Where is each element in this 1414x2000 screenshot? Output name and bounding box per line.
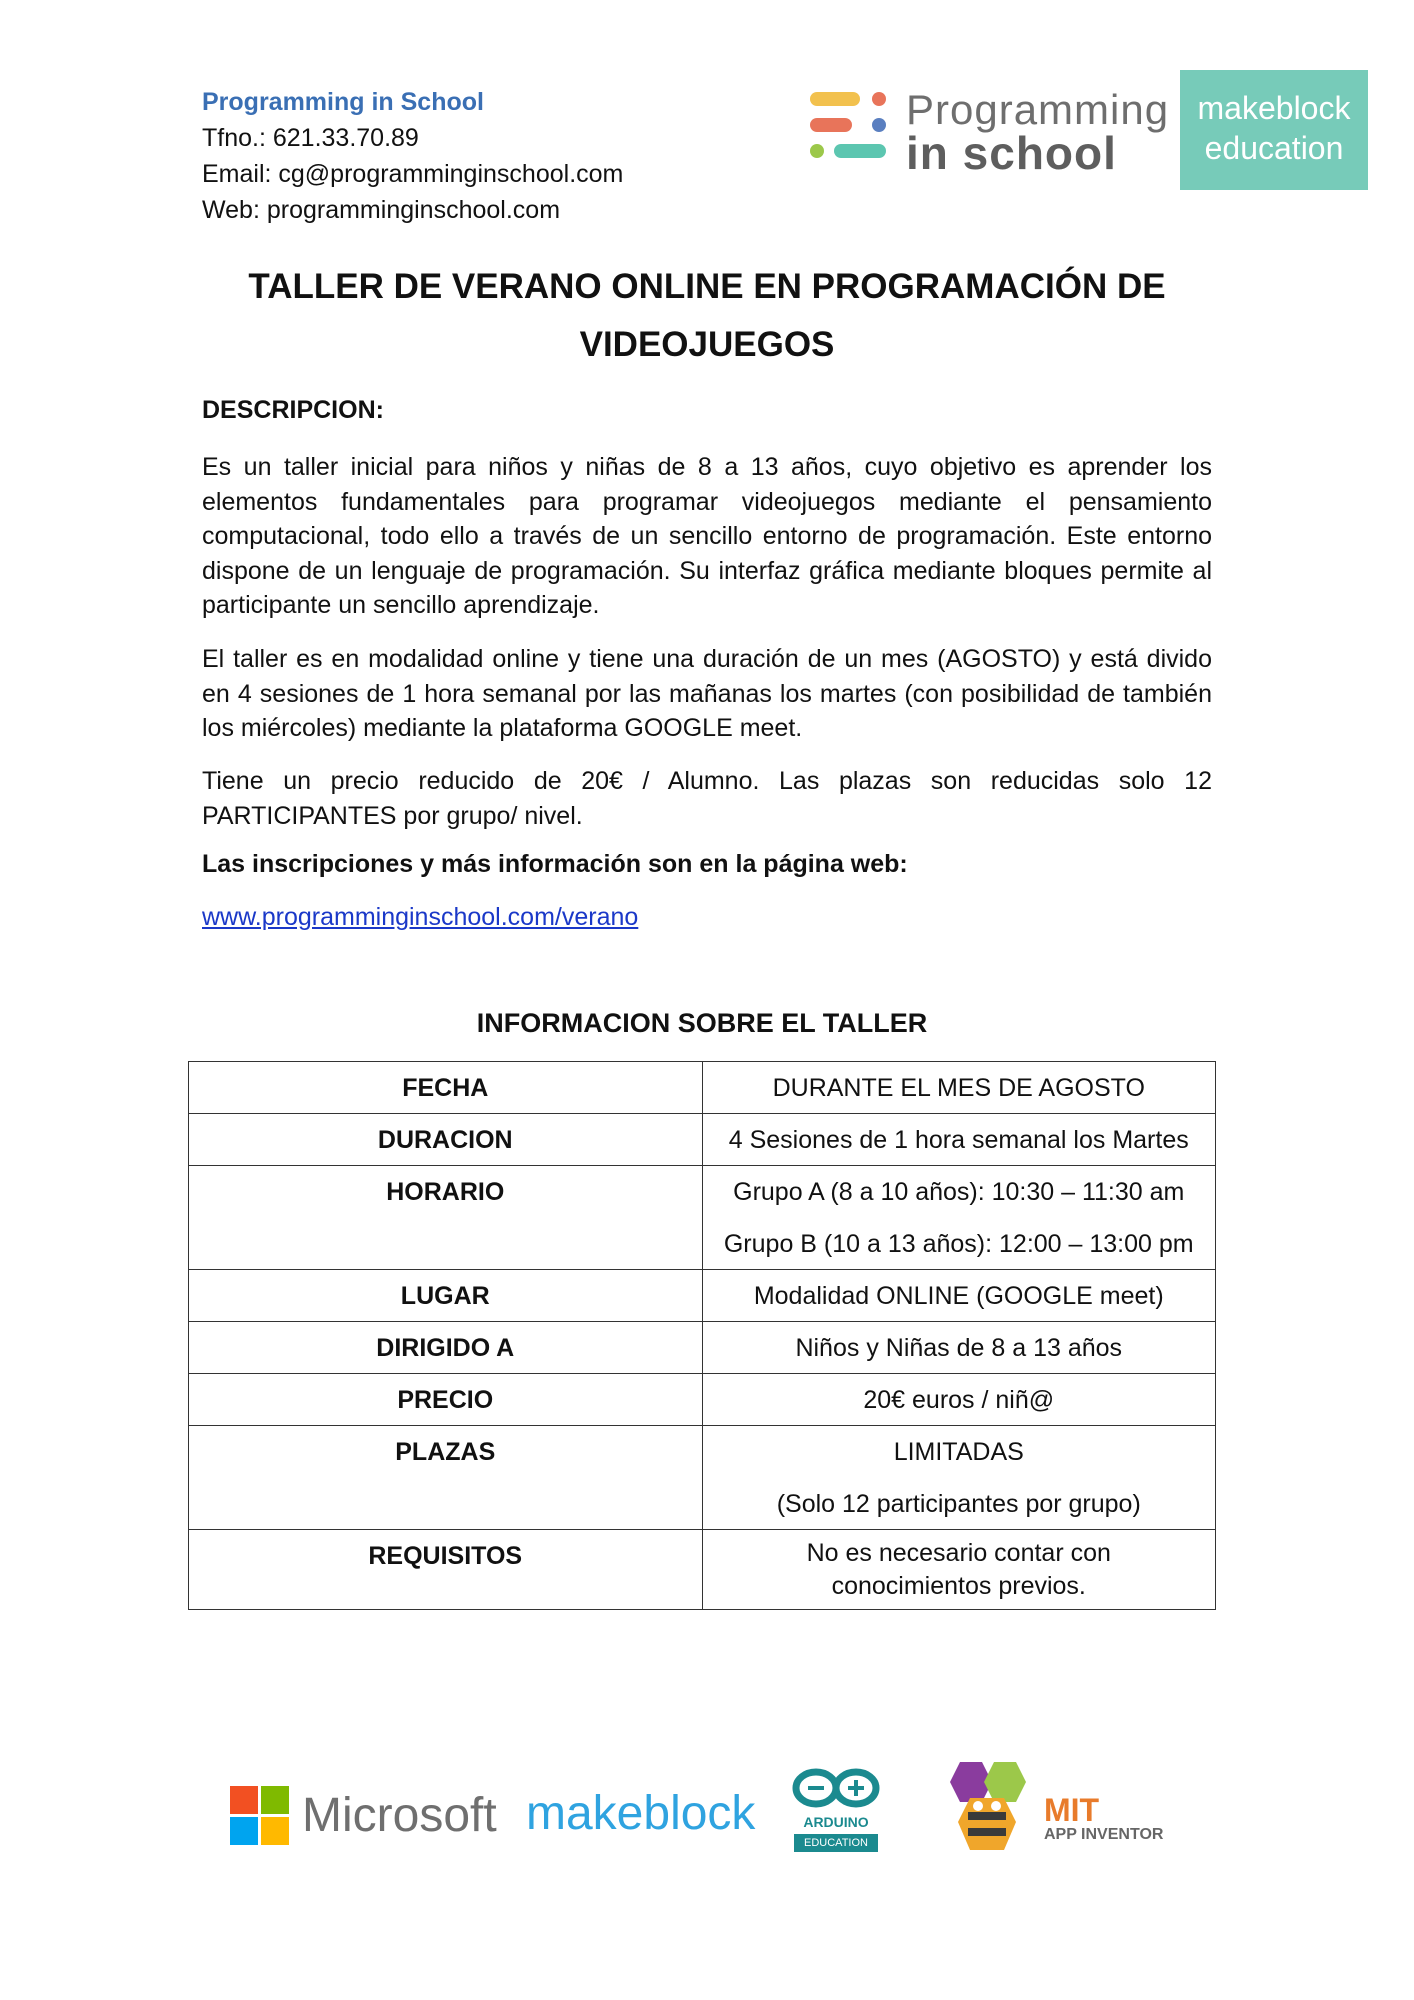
row-value-line2: (Solo 12 participantes por grupo) <box>776 1490 1141 1518</box>
app-inventor-wordmark: APP INVENTOR <box>1044 1826 1164 1843</box>
row-value <box>702 1530 1216 1610</box>
row-value-line1: LIMITADAS <box>893 1438 1024 1466</box>
table-row <box>189 1426 1216 1530</box>
row-value <box>702 1166 1216 1270</box>
row-value: DURANTE EL MES DE AGOSTO <box>702 1062 1216 1114</box>
table-row <box>189 1270 1216 1322</box>
ms-square-blue <box>230 1817 258 1845</box>
row-value-line1: Grupo A (8 a 10 años): 10:30 – 11:30 am <box>733 1178 1185 1206</box>
row-value: 20€ euros / niñ@ <box>702 1374 1216 1426</box>
row-value-line1: No es necesario contar con <box>806 1539 1111 1567</box>
signup-link[interactable]: www.programminginschool.com/verano <box>202 903 639 931</box>
table-row <box>189 1374 1216 1426</box>
table-row <box>189 1530 1216 1610</box>
info-table <box>188 1061 1216 1610</box>
row-key: HORARIO <box>189 1166 703 1270</box>
row-value-line2: conocimientos previos. <box>831 1572 1086 1600</box>
programming-in-school-logo <box>810 86 1170 179</box>
arduino-education-text: EDUCATION <box>794 1834 878 1852</box>
table-row <box>189 1062 1216 1114</box>
description-heading: DESCRIPCION: <box>202 396 384 424</box>
arduino-text: ARDUINO <box>803 1814 869 1830</box>
row-value-line2: Grupo B (10 a 13 años): 12:00 – 13:00 pm <box>723 1230 1194 1258</box>
title-line2: VIDEOJUEGOS <box>579 325 835 364</box>
document-title <box>200 258 1214 374</box>
logo-text-line1: Programming <box>906 86 1170 133</box>
description-paragraph-2: El taller es en modalidad online y tiene una duración de un mes (AGOSTO) y está divido en 4 sesiones de 1 hora semanal por las mañanas los martes (con posibilidad de también los miércoles) mediante la plataforma GOOGLE meet. <box>202 645 1212 742</box>
website: Web: programminginschool.com <box>202 196 561 224</box>
row-key: DIRIGIDO A <box>189 1322 703 1374</box>
org-name: Programming in School <box>202 88 484 116</box>
phone: Tfno.: 621.33.70.89 <box>202 124 419 152</box>
makeblock-wordmark: makeblock <box>526 1787 756 1840</box>
ms-square-yellow <box>261 1817 289 1845</box>
row-value: Modalidad ONLINE (GOOGLE meet) <box>702 1270 1216 1322</box>
mit-wordmark: MIT <box>1044 1792 1100 1828</box>
microsoft-logo-icon <box>230 1786 290 1846</box>
table-row <box>189 1114 1216 1166</box>
row-key: LUGAR <box>189 1270 703 1322</box>
table-row <box>189 1322 1216 1374</box>
email: Email: cg@programminginschool.com <box>202 160 624 188</box>
makeblock-edu-line2: education <box>1204 130 1344 166</box>
makeblock-edu-line1: makeblock <box>1197 90 1351 126</box>
logo-text-line2: in school <box>906 127 1117 179</box>
row-key: DURACION <box>189 1114 703 1166</box>
row-key: PLAZAS <box>189 1426 703 1530</box>
table-row <box>189 1166 1216 1270</box>
row-value: 4 Sesiones de 1 hora semanal los Martes <box>702 1114 1216 1166</box>
logo-dot-red <box>872 92 886 106</box>
logo-bar-red <box>810 118 852 132</box>
ms-square-red <box>230 1786 258 1814</box>
description-paragraph-1: Es un taller inicial para niños y niñas de 8 a 13 años, cuyo objetivo es aprender los elementos fundamentales para programar videojuegos mediante el pensamiento computacional, todo ello a través de un sencillo entorno de programación. Este entorno dispone de un lenguaje de programación. Su interfaz gráfica mediante bloques permite al participante un sencillo aprendizaje. <box>202 453 1212 619</box>
ms-square-green <box>261 1786 289 1814</box>
info-table-heading: INFORMACION SOBRE EL TALLER <box>476 1008 928 1038</box>
logo-bar-yellow <box>810 92 860 106</box>
title-line1: TALLER DE VERANO ONLINE EN PROGRAMACIÓN DE <box>248 267 1166 306</box>
logo-dot-green <box>810 144 824 158</box>
row-value: Niños y Niñas de 8 a 13 años <box>702 1322 1216 1374</box>
logo-bar-teal <box>834 144 886 158</box>
signup-text: Las inscripciones y más información son en la página web: <box>202 850 908 878</box>
mit-app-inventor-bee-icon <box>920 1752 1040 1862</box>
row-key: REQUISITOS <box>189 1530 703 1610</box>
arduino-education-logo <box>790 1766 890 1866</box>
row-value <box>702 1426 1216 1530</box>
makeblock-education-logo <box>1180 70 1368 190</box>
row-key: FECHA <box>189 1062 703 1114</box>
row-key: PRECIO <box>189 1374 703 1426</box>
contact-block <box>202 84 623 228</box>
logo-dot-blue <box>872 118 886 132</box>
description-paragraph-3: Tiene un precio reducido de 20€ / Alumno. Las plazas son reducidas solo 12 PARTICIPANTES por grupo/ nivel. <box>202 767 1212 830</box>
microsoft-wordmark: Microsoft <box>302 1789 497 1842</box>
arduino-infinity-icon <box>790 1766 882 1812</box>
